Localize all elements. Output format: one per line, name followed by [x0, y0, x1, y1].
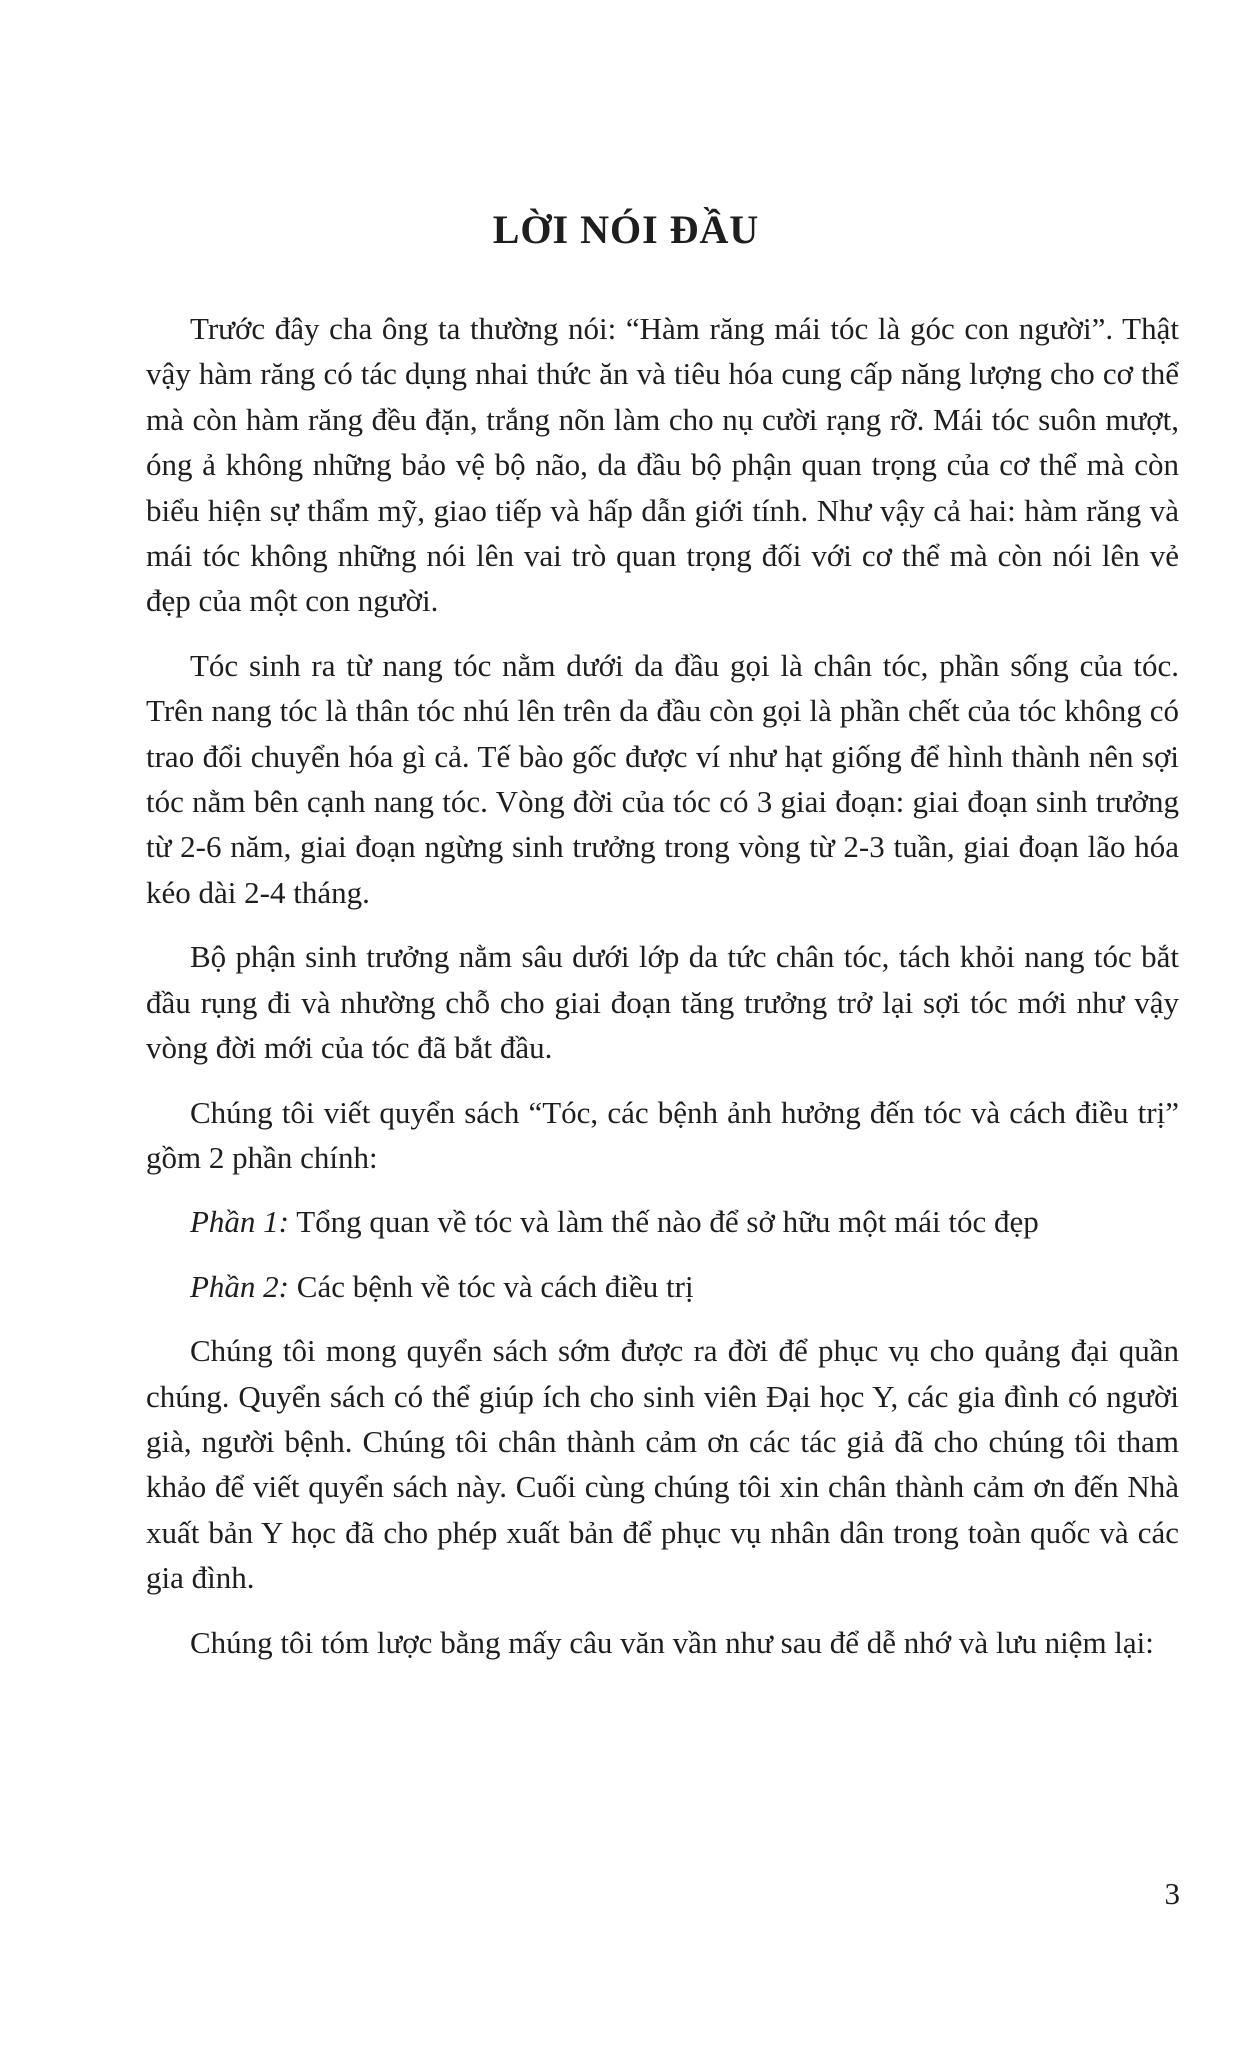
- page-title: LỜI NÓI ĐẦU: [492, 207, 760, 252]
- part-text: Các bệnh về tóc và cách điều trị: [289, 1268, 694, 1304]
- body-text: [146, 306, 1179, 1684]
- part-label: Phần 1:: [190, 1204, 290, 1240]
- part-text: Tổng quan về tóc và làm thế nào để sở hữu một mái tóc đẹp: [289, 1204, 1039, 1240]
- part-item: [146, 1199, 1179, 1244]
- paragraph: Trước đây cha ông ta thường nói: “Hàm răng mái tóc là góc con người”. Thật vậy hàm răng có tác dụng nhai thức ăn và tiêu hóa cung cấp năng lượng cho cơ thể mà còn hàm răng đều đặn, trắng nõn làm cho nụ cười rạng rỡ. Mái tóc suôn mượt, óng ả không những bảo vệ bộ não, da đầu bộ phận quan trọng của cơ thể mà còn biểu hiện sự thẩm mỹ, giao tiếp và hấp dẫn giới tính. Như vậy cả hai: hàm răng và mái tóc không những nói lên vai trò quan trọng đối với cơ thể mà còn nói lên vẻ đẹp của một con người.: [146, 311, 1179, 619]
- part-item: [146, 1264, 1179, 1309]
- paragraph: Chúng tôi viết quyển sách “Tóc, các bệnh ảnh hưởng đến tóc và cách điều trị” gồm 2 phần chính:: [146, 1094, 1179, 1175]
- part-label: Phần 2:: [190, 1268, 290, 1304]
- paragraph: Chúng tôi mong quyển sách sớm được ra đời để phục vụ cho quảng đại quần chúng. Quyển sách có thể giúp ích cho sinh viên Đại học Y, các gia đình có người già, người bệnh. Chúng tôi chân thành cảm ơn các tác giả đã cho chúng tôi tham khảo để viết quyển sách này. Cuối cùng chúng tôi xin chân thành cảm ơn đến Nhà xuất bản Y học đã cho phép xuất bản để phục vụ nhân dân trong toàn quốc và các gia đình.: [146, 1333, 1179, 1596]
- page-number: 3: [1164, 1876, 1180, 1911]
- paragraph: Tóc sinh ra từ nang tóc nằm dưới da đầu gọi là chân tóc, phần sống của tóc. Trên nang tóc là thân tóc nhú lên trên da đầu còn gọi là phần chết của tóc không có trao đổi chuyển hóa gì cả. Tế bào gốc được ví như hạt giống để hình thành nên sợi tóc nằm bên cạnh nang tóc. Vòng đời của tóc có 3 giai đoạn: giai đoạn sinh trưởng từ 2-6 năm, giai đoạn ngừng sinh trưởng trong vòng từ 2-3 tuần, giai đoạn lão hóa kéo dài 2-4 tháng.: [146, 647, 1179, 910]
- paragraph: Bộ phận sinh trưởng nằm sâu dưới lớp da tức chân tóc, tách khỏi nang tóc bắt đầu rụng đi và nhường chỗ cho giai đoạn tăng trưởng trở lại sợi tóc mới như vậy vòng đời mới của tóc đã bắt đầu.: [146, 939, 1179, 1066]
- paragraph: Chúng tôi tóm lược bằng mấy câu văn vần như sau để dễ nhớ và lưu niệm lại:: [190, 1624, 1154, 1660]
